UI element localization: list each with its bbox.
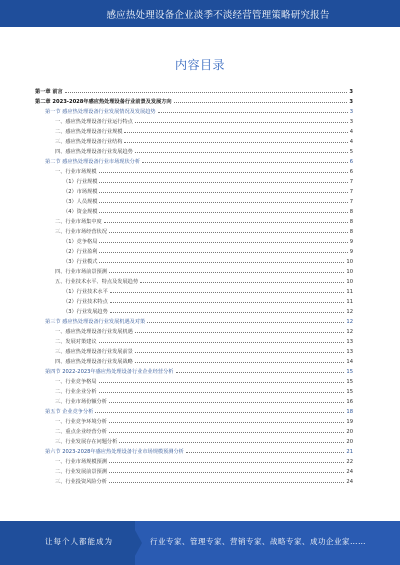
toc-leader-dots [142,162,348,163]
toc-entry-title: 三、行业市场份额分析 [55,399,107,405]
toc-entry-title: 三、行业发展存在问题分析 [55,439,118,445]
toc-entry[interactable] [35,445,353,455]
toc-entry-title: 四、感应热处理设备行业发展战略 [55,359,133,365]
footer-roles: 行业专家、管理专家、营销专家、战略专家、成功企业家…… [150,537,366,546]
toc-entry-title: 三、行业投资风险分析 [55,479,107,485]
toc-entry[interactable] [35,235,353,245]
toc-entry-page: 10 [346,269,353,275]
toc-leader-dots [124,142,347,143]
toc-entry-title: 四、感应热处理设备行业发展趋势 [55,149,133,155]
toc-entry[interactable] [35,85,353,95]
toc-entry-page: 14 [346,359,353,365]
toc-entry-page: 3 [349,119,353,125]
toc-entry-title: （2）行业盈利 [63,249,98,255]
toc-entry[interactable] [35,325,353,335]
toc-entry-page: 5 [349,149,353,155]
toc-entry-page: 20 [346,439,353,445]
toc-entry-title: 二、重点企业经营分析 [55,429,107,435]
toc-entry-page: 10 [346,259,353,265]
toc-leader-dots [147,322,344,323]
toc-entry[interactable] [35,95,353,105]
toc-entry-page: 10 [346,279,353,285]
toc-entry-title: 三、行业市场经营状况 [55,229,107,235]
toc-entry-page: 4 [349,139,353,145]
toc-entry-page: 12 [346,319,353,325]
toc-leader-dots [109,432,345,433]
toc-entry[interactable] [35,205,353,215]
toc-entry[interactable] [35,185,353,195]
toc-leader-dots [135,362,345,363]
toc-entry[interactable] [35,145,353,155]
toc-leader-dots [109,462,345,463]
toc-leader-dots [135,152,348,153]
toc-entry-title: 二、发展对策建议 [55,339,97,345]
toc-entry-page: 9 [349,249,353,255]
toc-leader-dots [99,172,348,173]
toc-entry[interactable] [35,125,353,135]
toc-entry-page: 7 [349,199,353,205]
toc-entry[interactable] [35,295,353,305]
toc-entry-title: 一、行业市场规模预测 [55,459,107,465]
toc-entry-page: 12 [346,309,353,315]
toc-entry-title: 第一章 前言 [35,89,63,95]
toc-entry[interactable] [35,165,353,175]
toc-entry-title: 四、行业市场前景预测 [55,269,107,275]
toc-entry-title: 第五节 企业竞争分析 [45,409,94,415]
toc-leader-dots [99,182,347,183]
footer-arrow-shape [130,521,142,565]
table-of-contents [35,85,353,485]
toc-leader-dots [158,112,348,113]
toc-entry[interactable] [35,395,353,405]
toc-leader-dots [110,302,345,303]
toc-leader-dots [119,442,344,443]
toc-entry-page: 8 [349,209,353,215]
toc-leader-dots [140,282,344,283]
toc-entry-page: 15 [346,369,353,375]
toc-entry[interactable] [35,135,353,145]
toc-entry[interactable] [35,285,353,295]
toc-entry[interactable] [35,195,353,205]
toc-entry-title: 五、行业技术水平、特点及发展趋势 [55,279,139,285]
toc-entry-title: （3）行业发展趋势 [63,309,108,315]
toc-entry-title: 二、行业发展前景预测 [55,469,107,475]
toc-entry-title: 一、感应热处理设备行业发展机遇 [55,329,133,335]
toc-entry[interactable] [35,415,353,425]
report-header [0,0,400,27]
toc-entry[interactable] [35,475,353,485]
toc-leader-dots [135,122,348,123]
toc-leader-dots [109,402,345,403]
toc-entry-page: 6 [349,159,353,165]
toc-entry-page: 18 [346,409,353,415]
toc-leader-dots [109,482,345,483]
toc-entry-title: （1）竞争格局 [63,239,98,245]
toc-leader-dots [104,222,348,223]
toc-entry[interactable] [35,255,353,265]
toc-entry[interactable] [35,155,353,165]
toc-leader-dots [135,352,345,353]
toc-entry[interactable] [35,405,353,415]
report-title: 感应热处理设备企业淡季不淡经营管理策略研究报告 [106,9,330,21]
toc-entry-title: 二、行业企业分析 [55,389,97,395]
toc-entry[interactable] [35,345,353,355]
toc-entry-title: 二、行业市场集中度 [55,219,102,225]
toc-leader-dots [99,342,345,343]
toc-entry[interactable] [35,455,353,465]
toc-entry-page: 19 [346,419,353,425]
toc-leader-dots [174,102,348,103]
toc-leader-dots [99,262,344,263]
toc-entry-page: 12 [346,329,353,335]
toc-leader-dots [124,132,347,133]
toc-leader-dots [65,92,348,93]
toc-entry-title: 三、感应热处理设备行业发展前景 [55,349,133,355]
toc-entry-title: 第四节 2022-2023年感应热处理设备行业企业经营分析 [45,369,174,375]
toc-leader-dots [109,422,345,423]
toc-entry-title: 三、感应热处理设备行业结构 [55,139,123,145]
toc-entry-page: 20 [346,429,353,435]
toc-entry[interactable] [35,305,353,315]
toc-entry-title: （1）行业规模 [63,179,98,185]
toc-entry[interactable] [35,425,353,435]
toc-entry[interactable] [35,315,353,325]
toc-leader-dots [99,382,345,383]
toc-entry-page: 15 [346,389,353,395]
toc-entry-title: 第二节 感应热处理设备行业市场现状分析 [45,159,141,165]
toc-entry-title: 一、行业市场规模 [55,169,97,175]
toc-entry[interactable] [35,375,353,385]
toc-entry-title: （1）行业技术水平 [63,289,108,295]
toc-entry[interactable] [35,335,353,345]
toc-leader-dots [176,372,345,373]
toc-leader-dots [95,412,344,413]
toc-entry-title: 二、感应热处理设备行业规模 [55,129,123,135]
toc-entry-page: 11 [346,289,353,295]
toc-leader-dots [110,292,345,293]
toc-entry-page: 22 [346,459,353,465]
toc-entry-page: 21 [346,449,353,455]
toc-entry-page: 11 [346,299,353,305]
toc-entry-page: 3 [349,109,353,115]
toc-entry[interactable] [35,275,353,285]
toc-leader-dots [109,472,345,473]
toc-entry[interactable] [35,385,353,395]
toc-entry-title: （4）资金规模 [63,209,98,215]
toc-entry-page: 3 [349,89,353,95]
toc-leader-dots [109,232,348,233]
toc-entry-page: 7 [349,179,353,185]
toc-entry-title: （2）行业技术特点 [63,299,108,305]
toc-entry-title: （3）人员规模 [63,199,98,205]
toc-entry[interactable] [35,225,353,235]
toc-entry-page: 6 [349,169,353,175]
toc-entry[interactable] [35,105,353,115]
toc-entry-page: 13 [346,339,353,345]
toc-entry-title: 第三节 感应热处理设备行业发展机遇及对策 [45,319,146,325]
toc-entry-title: 一、感应热处理设备行业运行特点 [55,119,133,125]
toc-leader-dots [186,452,345,453]
toc-entry-page: 13 [346,349,353,355]
toc-leader-dots [99,242,347,243]
toc-entry[interactable] [35,115,353,125]
toc-entry-title: （2）市场规模 [63,189,98,195]
toc-entry-page: 24 [346,469,353,475]
toc-entry-page: 3 [349,99,353,105]
toc-leader-dots [99,202,347,203]
footer-slogan: 让每个人都能成为 [45,537,113,546]
toc-entry-page: 15 [346,379,353,385]
toc-entry[interactable] [35,365,353,375]
toc-entry[interactable] [35,265,353,275]
toc-entry-title: 一、行业竞争环境分析 [55,419,107,425]
toc-entry[interactable] [35,175,353,185]
toc-entry[interactable] [35,215,353,225]
toc-entry-page: 7 [349,189,353,195]
toc-entry-page: 9 [349,239,353,245]
toc-entry-page: 24 [346,479,353,485]
page-title: 内容目录 [174,58,225,72]
toc-entry[interactable] [35,355,353,365]
toc-entry-title: 第二章 2023-2028年感应热处理设备行业前景及发展方向 [35,99,172,105]
toc-entry-page: 16 [346,399,353,405]
toc-entry-title: （3）行业模式 [63,259,98,265]
footer-banner [0,521,400,565]
toc-entry[interactable] [35,465,353,475]
toc-entry[interactable] [35,435,353,445]
toc-entry-title: 第一节 感应热处理设备行业发展情况及发展趋势 [45,109,156,115]
toc-leader-dots [110,312,345,313]
toc-entry-title: 第六节 2023-2028年感应热处理设备行业市场规模预测分析 [45,449,184,455]
toc-entry-page: 4 [349,129,353,135]
toc-leader-dots [109,272,345,273]
toc-leader-dots [99,212,347,213]
toc-entry-title: 一、行业竞争格局 [55,379,97,385]
toc-leader-dots [99,392,345,393]
toc-leader-dots [99,192,347,193]
toc-leader-dots [99,252,347,253]
toc-entry-page: 8 [349,229,353,235]
toc-entry-page: 8 [349,219,353,225]
toc-entry[interactable] [35,245,353,255]
toc-leader-dots [135,332,345,333]
